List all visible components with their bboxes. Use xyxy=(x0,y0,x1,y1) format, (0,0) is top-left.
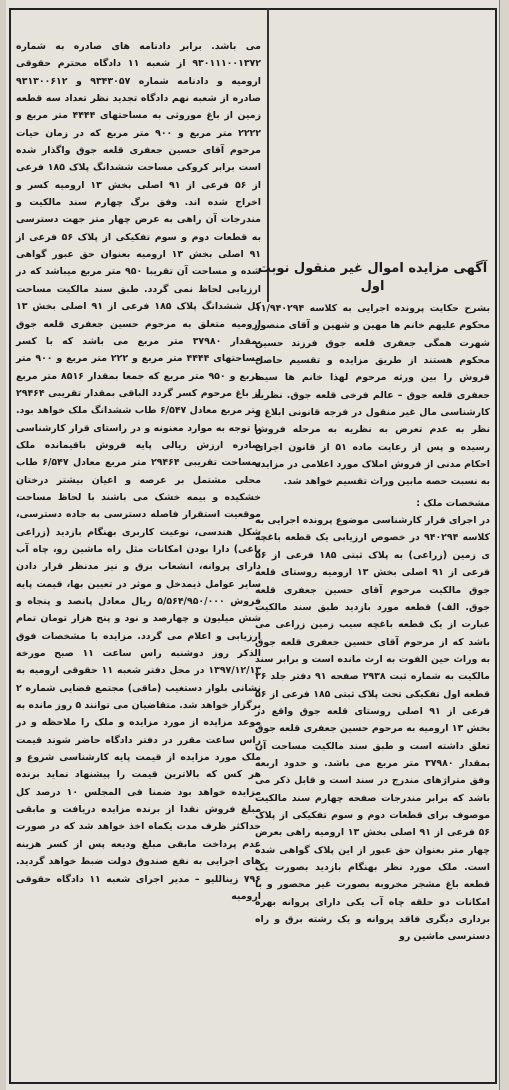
page-right-edge xyxy=(499,0,509,1090)
ad-column-main xyxy=(255,260,490,946)
page-left-edge xyxy=(0,0,6,1090)
specs-body: در اجرای قرار کارشناسی موضوع پرونده اجرایی به کلاسه ۹۴۰۲۹۴ در خصوص ارزیابی یک قطعه باغچه ی زمین (زراعی) به پلاک ثبتی ۱۸۵ فرعی از ۵۶ فرعی از ۹۱ اصلی بخش ۱۳ ارومیه روستای قلعه جوق مالکیت مرحوم آقای حسین جعفری قلعه جوق. الف) قطعه مورد بازدید طبق سند مالکیت عبارت از یک قطعه باغچه سیب زمین زراعی می باشد که از مرحوم آقای حسین جعفری قلعه جوق به وراث حین الفوت به ارث مانده است و برابر سند مالکیت به شماره ثبت ۲۹۳۸ صفحه ۹۱ دفتر جلد ۳۶ قطعه اول تفکیکی تحت پلاک ثبتی ۱۸۵ فرعی از ۵۶ فرعی از ۹۱ اصلی روستای قلعه جوق واقع در بخش ۱۳ ارومیه به مرحوم حسین جعفری قلعه جوق تعلق داشته است و طبق سند مالکیت مساحت آن بمقدار ۳۷۹۸۰ متر مربع می باشد. و حدود اربعه وفق متراژهای مندرج در سند است و قابل ذکر می باشد که برابر مندرجات صفحه چهارم سند مالکیت موصوف برای قطعات دوم و سوم تفکیکی از پلاک ۵۶ فرعی از ۹۱ اصلی بخش ۱۳ ارومیه راهی بعرض چهار متر بعنوان حق عبور از این پلاک گواهی شده است. ملک مورد نظر بهنگام بازدید بصورت یک قطعه باغ مشجر مخروبه بصورت غیر محصور و با امکانات دو حلقه چاه آب یکی دارای پروانه بهره برداری دیگری فاقد پروانه و یک رشته برق و راه دسترسی ماشین رو xyxy=(255,515,491,943)
auction-body: بشرح حکایت پرونده اجرایی به کلاسه ۱۱/۹۴۰۲۹۴ محکوم علیهم خانم ها مهین و شهین و آقای منصور شهرت همگی جعفری قلعه جوق فرزند حسین محکوم هستند از طریق مزایده و تقسیم حاصل فروش را بین ورثه مرحوم لهذا خانم ها سیما جعفری قلعه جوق – عالم فرخی قلعه جوق. نظریه کارشناسی مال غیر منقول در فرجه قانونی ابلاغ و نظر به عدم تعرض به نظریه به مرحله فروش رسیده و پس از رعایت ماده ۵۱ از قانون اجرای احکام مدنی از فروش املاک مورد اعلامی در مزایده به نسبت حصه مابین وراث تقسیم خواهد شد. xyxy=(255,303,490,488)
column-divider xyxy=(267,8,269,302)
empty-column-area xyxy=(270,8,497,256)
continuation-text: می باشد. برابر دادنامه های صادره به شماره ۹۳۰۱۱۱۰۰۱۳۷۲ از شعبه ۱۱ دادگاه محترم حقوقی ارومیه و دادنامه شماره ۹۳۴۳۰۵۷ و ۹۳۱۳۰۰۶۱۲ صادره از شعبه نهم دادگاه تجدید نظر تعداد سه قطعه زمین از باغ موروثی به مساحتهای ۴۴۴۴ متر مربع و ۲۲۲۲ متر مربع و ۹۰۰ متر مربع که در زمان حیات مرحوم آقای حسین جعفری قلعه جوق واگذار شده است برابر کروکی مساحت ششدانگ پلاک ۱۸۵ فرعی از ۵۶ فرعی از ۹۱ اصلی بخش ۱۳ ارومیه کسر و اخراج شده اند. وفق برگ چهارم سند مالکیت و مندرجات آن راهی به عرض چهار متر جهت دسترسی به قطعات دوم و سوم تفکیکی از پلاک ۵۶ فرعی از ۹۱ اصلی بخش ۱۳ ارومیه بعنوان حق عبور گواهی شده و مساحت آن تقریبا ۹۵۰ متر مربع میباشد که در ارزیابی لحاظ نمی گردد. طبق سند مالکیت مساحت کل ششدانگ پلاک ۱۸۵ فرعی از ۹۱ اصلی بخش ۱۳ ارومیه متعلق به مرحوم حسین جعفری قلعه جوق بمقدار ۳۷۹۸۰ متر مربع می باشد که با کسر مساحتهای ۴۴۴۴ متر مربع و ۲۲۲ متر مربع و ۹۰۰ متر مربع و ۹۵۰ متر مربع که جمعا بمقدار ۸۵۱۶ متر مربع از باغ مرحوم کسر گردد الباقی بمقدار تقریبی ۲۹۴۶۴ متر مربع معادل ۶/۵۴۷ طاب ششدانگ ملک خواهد بود. با توجه به موارد معنونه و در راستای قرار کارشناسی صادره ارزش ریالی پایه فروش باقیمانده ملک بمساحت تقریبی ۲۹۴۶۴ متر مربع معادل ۶/۵۴۷ طاب محلی مشتمل بر عرصه و اعیان بیشتر درختان خشکیده و بیمه خشک می باشند با لحاظ مساحت موقعیت استقرار فاصله دسترسی به جاده دسترسی، شکل هندسی، نوعیت کاربری بهنگام بازدید (زراعی باغی) دارا بودن امکانات مثل راه ماشین رو، چاه آب دارای پروانه، انشعاب برق و نیز مدنظر قرار دادن سایر عوامل ذیمدخل و موثر در تعیین بها، قیمت پایه فروش ۵/۵۶۴/۹۵۰/۰۰۰ ریال معادل پانصد و پنجاه و شش میلیون و چهارصد و نود و پنج هزار تومان تمام ارزیابی و اعلام می گردد. مزایده با مشخصات فوق الذکر روز دوشنبه راس ساعت ۱۱ صبح مورخه ۱۳۹۷/۱۲/۱۳ در محل دفتر شعبه ۱۱ حقوقی ارومیه به نشانی بلوار دستغیب (ماقی) مجتمع قضایی شماره ۲ برگزار خواهد شد. متقاضیان می توانند ۵ روز مانده به موعد مزایده از مورد مزایده و ملک را ملاحظه و در راس ساعت مقرر در دفتر دادگاه حاضر شوند قیمت ملک مورد مزایده از قیمت پایه کارشناسی شروع و هر کس که بالاترین قیمت را پیشنهاد نماید برنده مزایده خواهد بود ضمنا فی المجلس ۱۰ درصد کل مبلغ فروش نقدا از برنده مزایده دریافت و مابقی حداکثر ظرف مدت یکماه اخذ خواهد شد که در صورت عدم پرداخت مابقی مبلغ ودیعه پس از کسر هزینه های اجرایی به نفع صندوق دولت ضبط خواهد گردید. ۷۹۶ زیناللیو – مدیر اجرای شعبه ۱۱ دادگاه حقوقی ارومیه xyxy=(16,41,262,902)
auction-title: آگهی مزایده اموال غیر منقول نوبت اول xyxy=(257,261,488,294)
ad-column-continuation xyxy=(16,38,261,1084)
specs-heading: مشخصات ملک : xyxy=(416,497,490,509)
